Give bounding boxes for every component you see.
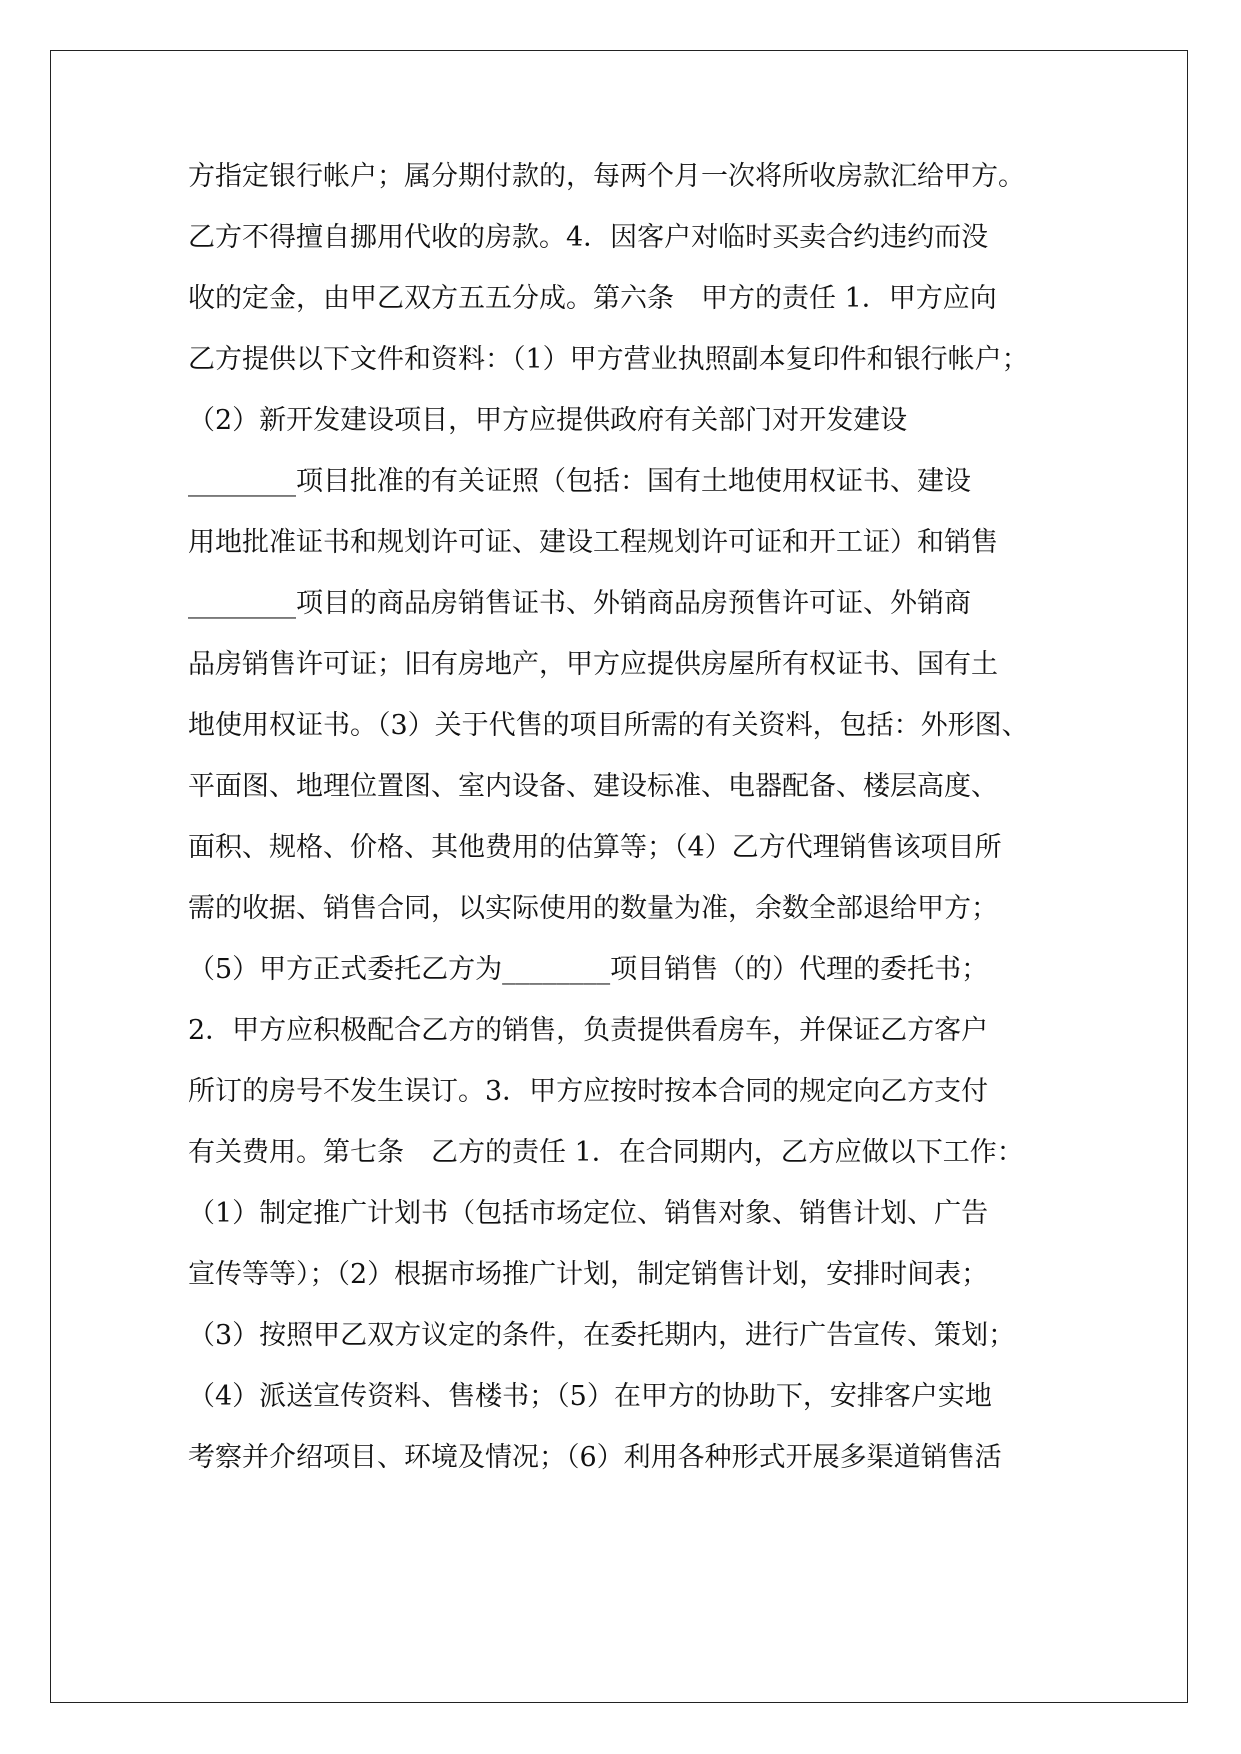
text-line: （1）制定推广计划书（包括市场定位、销售对象、销售计划、广告 — [188, 1198, 989, 1229]
text-line: （5）甲方正式委托乙方为________项目销售（的）代理的委托书； — [188, 954, 989, 985]
text-line: 乙方提供以下文件和资料：（1）甲方营业执照副本复印件和银行帐户； — [188, 344, 1029, 375]
text-line: 方指定银行帐户；属分期付款的，每两个月一次将所收房款汇给甲方。 — [188, 161, 1025, 192]
text-line: （3）按照甲乙双方议定的条件，在委托期内，进行广告宣传、策划； — [188, 1320, 1016, 1351]
text-line: 收的定金，由甲乙双方五五分成。第六条 甲方的责任 1．甲方应向 — [188, 283, 997, 314]
text-line: 2．甲方应积极配合乙方的销售，负责提供看房车，并保证乙方客户 — [188, 1015, 989, 1046]
text-line: 乙方不得擅自挪用代收的房款。4．因客户对临时买卖合约违约而没 — [188, 222, 989, 253]
text-line: （2）新开发建设项目，甲方应提供政府有关部门对开发建设 — [188, 405, 908, 436]
text-line: 宣传等等）；（2）根据市场推广计划，制定销售计划，安排时间表； — [188, 1259, 989, 1290]
text-line: 平面图、地理位置图、室内设备、建设标准、电器配备、楼层高度、 — [188, 771, 998, 802]
text-line: 地使用权证书。（3）关于代售的项目所需的有关资料，包括：外形图、 — [188, 710, 1029, 741]
text-line: （4）派送宣传资料、售楼书；（5）在甲方的协助下，安排客户实地 — [188, 1381, 992, 1412]
text-line: ________项目批准的有关证照（包括：国有土地使用权证书、建设 — [188, 466, 971, 497]
text-line: 品房销售许可证；旧有房地产，甲方应提供房屋所有权证书、国有土 — [188, 649, 998, 680]
text-line: 考察并介绍项目、环境及情况；（6）利用各种形式开展多渠道销售活 — [188, 1442, 1002, 1473]
text-line: 面积、规格、价格、其他费用的估算等；（4）乙方代理销售该项目所 — [188, 832, 1002, 863]
text-line: 所订的房号不发生误订。3．甲方应按时按本合同的规定向乙方支付 — [188, 1076, 989, 1107]
text-line: ________项目的商品房销售证书、外销商品房预售许可证、外销商 — [188, 588, 971, 619]
text-line: 需的收据、销售合同，以实际使用的数量为准，余数全部退给甲方； — [188, 893, 998, 924]
text-line: 有关费用。第七条 乙方的责任 1．在合同期内，乙方应做以下工作： — [188, 1137, 1024, 1168]
text-line: 用地批准证书和规划许可证、建设工程规划许可证和开工证）和销售 — [188, 527, 998, 558]
